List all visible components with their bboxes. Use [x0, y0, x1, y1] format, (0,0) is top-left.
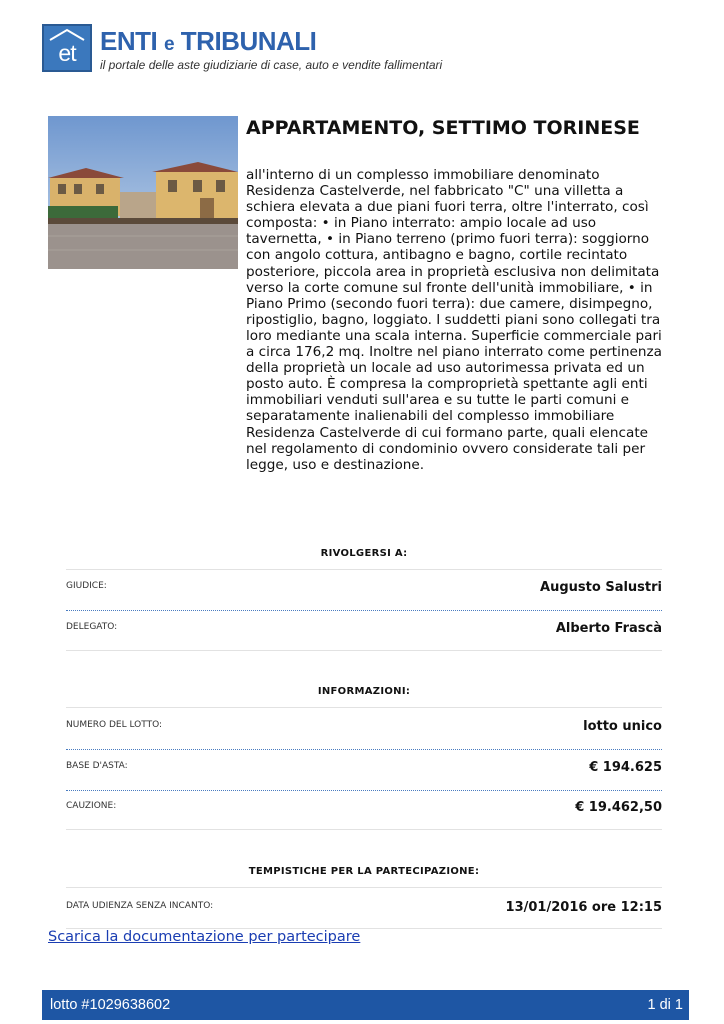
brand-connector: e: [163, 34, 175, 55]
deposit-label: CAUZIONE:: [66, 801, 117, 811]
divider: [66, 707, 662, 708]
info-heading: INFORMAZIONI:: [317, 686, 411, 697]
download-documentation-link[interactable]: Scarica la documentazione per partecipare: [48, 929, 361, 945]
house-roof-icon: [46, 27, 88, 41]
delegate-value: Alberto Frascà: [555, 621, 662, 636]
base-price-value: € 194.625: [589, 760, 662, 775]
timing-heading: TEMPISTICHE PER LA PARTECIPAZIONE:: [248, 866, 480, 877]
divider: [66, 650, 662, 651]
hearing-date-label: DATA UDIENZA SENZA INCANTO:: [66, 901, 214, 911]
deposit-value: € 19.462,50: [575, 800, 662, 815]
property-photo: [48, 116, 238, 269]
brand-name: [100, 26, 316, 57]
judge-value: Augusto Salustri: [540, 580, 662, 595]
brand-tagline: il portale delle aste giudiziarie di case, auto e vendite fallimentari: [100, 58, 443, 72]
lot-number-value: lotto unico: [583, 719, 662, 734]
lot-number-row: [66, 709, 662, 749]
deposit-row: [66, 790, 662, 830]
contacts-heading: RIVOLGERSI A:: [320, 548, 408, 559]
listing-description: all'interno di un complesso immobiliare denominato Residenza Castelverde, nel fabbricato "C" una villetta a schiera elevata a due piani fuori terra, oltre l'interrato, così composta: • in Piano interrato: ampio locale ad uso tavernetta, • in Piano terreno (primo fuori terra): soggiorno con angolo cottura, antibagno e bagno, cortile recintato posteriore, piccola area in proprietà esclusiva non delimitata verso la corte comune sul fronte dell'unità immobiliare, • in Piano Primo (secondo fuori terra): due camere, disimpegno, ripostiglio, bagno, loggiato. I suddetti piani sono collegati tra loro mediante una scala interna. Superficie commerciale pari a circa 176,2 mq. Inoltre nel piano interrato come pertinenza della proprietà un locale ad uso autorimessa privata ed un posto auto. È compresa la comproprietà spettante agli enti immobiliari venduti sull'area e su tutte le parti comuni e separatamente inalienabili del complesso immobiliare Residenza Castelverde di cui formano parte, quali elencate nel regolamento di condominio ovvero considerate tali per legge, uso e destinazione.: [246, 167, 662, 473]
judge-label: GIUDICE:: [66, 581, 107, 591]
divider: [66, 887, 662, 888]
delegate-row: [66, 611, 662, 651]
base-price-label: BASE D'ASTA:: [66, 761, 128, 771]
brand-part2: TRIBUNALI: [180, 26, 317, 56]
footer-page-number: 1 di 1: [647, 997, 683, 1013]
divider: [66, 829, 662, 830]
listing-title: APPARTAMENTO, SETTIMO TORINESE: [246, 117, 640, 139]
site-logo[interactable]: [42, 24, 462, 76]
logo-mark-text: et: [58, 40, 76, 66]
footer-lot-id: lotto #1029638602: [50, 997, 171, 1013]
base-price-row: [66, 750, 662, 790]
hearing-date-value: 13/01/2016 ore 12:15: [505, 900, 662, 915]
hearing-date-row: [66, 890, 662, 930]
delegate-label: DELEGATO:: [66, 622, 118, 632]
logo-mark: [42, 24, 92, 72]
brand-part1: ENTI: [100, 26, 158, 56]
lot-number-label: NUMERO DEL LOTTO:: [66, 720, 163, 730]
footer-bar: [42, 990, 689, 1020]
judge-row: [66, 570, 662, 610]
